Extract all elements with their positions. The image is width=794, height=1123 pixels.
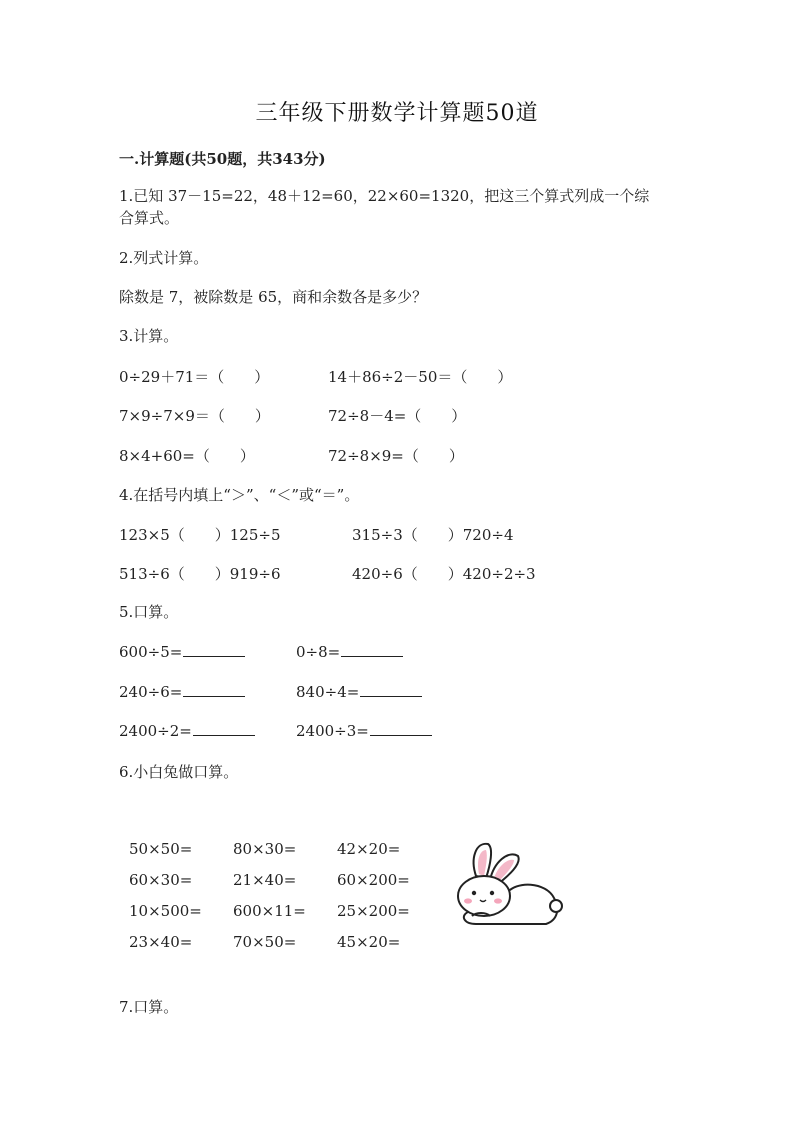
oral-calc-expr: 2400÷2=: [119, 722, 192, 740]
oral-calc-item: [296, 682, 422, 701]
question-1-text: 1.已知 37－15=22，48＋12=60，22×60=1320，把这三个算式列成一个综合算式。: [119, 187, 650, 227]
question-2-heading: 2.列式计算。: [119, 249, 209, 267]
oral-calc-expr: 2400÷3=: [296, 722, 369, 740]
rabbit-calc-item: 600×11=: [233, 902, 306, 920]
rabbit-calc-item: 10×500=: [129, 902, 202, 920]
oral-calc-item: [296, 642, 403, 661]
answer-blank: [341, 642, 403, 657]
rabbit-calc-item: 80×30=: [233, 840, 297, 858]
page-title: 三年级下册数学计算题50道: [255, 101, 539, 126]
rabbit-calc-item: 23×40=: [129, 933, 193, 951]
oral-calc-item: [119, 642, 245, 661]
question-3-heading: 3.计算。: [119, 327, 179, 345]
rabbit-calc-item: 42×20=: [337, 840, 401, 858]
answer-blank: [193, 721, 255, 736]
question-2-body: 除数是 7，被除数是 65，商和余数各是多少？: [119, 288, 428, 306]
compare-item: 513÷6（ ）919÷6: [119, 565, 281, 583]
calc-item: 14＋86÷2－50＝（ ）: [328, 368, 513, 386]
section-heading: 一.计算题(共50题，共343分): [119, 150, 326, 168]
oral-calc-item: [119, 721, 255, 740]
rabbit-calc-item: 25×200=: [337, 902, 410, 920]
calc-item: 72÷8×9=（ ）: [328, 447, 464, 465]
question-4-heading: 4.在括号内填上“＞”、“＜”或“＝”。: [119, 486, 360, 504]
compare-item: 315÷3（ ）720÷4: [352, 526, 514, 544]
rabbit-icon: [446, 836, 566, 932]
oral-calc-expr: 600÷5=: [119, 643, 183, 661]
rabbit-calc-item: 21×40=: [233, 871, 297, 889]
answer-blank: [183, 682, 245, 697]
compare-item: 123×5（ ）125÷5: [119, 526, 281, 544]
answer-blank: [360, 682, 422, 697]
oral-calc-expr: 840÷4=: [296, 683, 360, 701]
rabbit-calc-item: 50×50=: [129, 840, 193, 858]
compare-item: 420÷6（ ）420÷2÷3: [352, 565, 536, 583]
calc-item: 8×4+60=（ ）: [119, 447, 255, 465]
answer-blank: [183, 642, 245, 657]
oral-calc-item: [296, 721, 432, 740]
oral-calc-expr: 0÷8=: [296, 643, 341, 661]
question-5-heading: 5.口算。: [119, 603, 179, 621]
rabbit-calc-item: 70×50=: [233, 933, 297, 951]
oral-calc-expr: 240÷6=: [119, 683, 183, 701]
calc-item: 0÷29＋71＝（ ）: [119, 368, 270, 386]
answer-blank: [370, 721, 432, 736]
rabbit-calc-item: 60×200=: [337, 871, 410, 889]
oral-calc-item: [119, 682, 245, 701]
rabbit-calc-item: 45×20=: [337, 933, 401, 951]
rabbit-calc-item: 60×30=: [129, 871, 193, 889]
calc-item: 72÷8－4=（ ）: [328, 407, 467, 425]
calc-item: 7×9÷7×9＝（ ）: [119, 407, 270, 425]
question-6-heading: 6.小白兔做口算。: [119, 763, 239, 781]
question-7-heading: 7.口算。: [119, 998, 179, 1016]
